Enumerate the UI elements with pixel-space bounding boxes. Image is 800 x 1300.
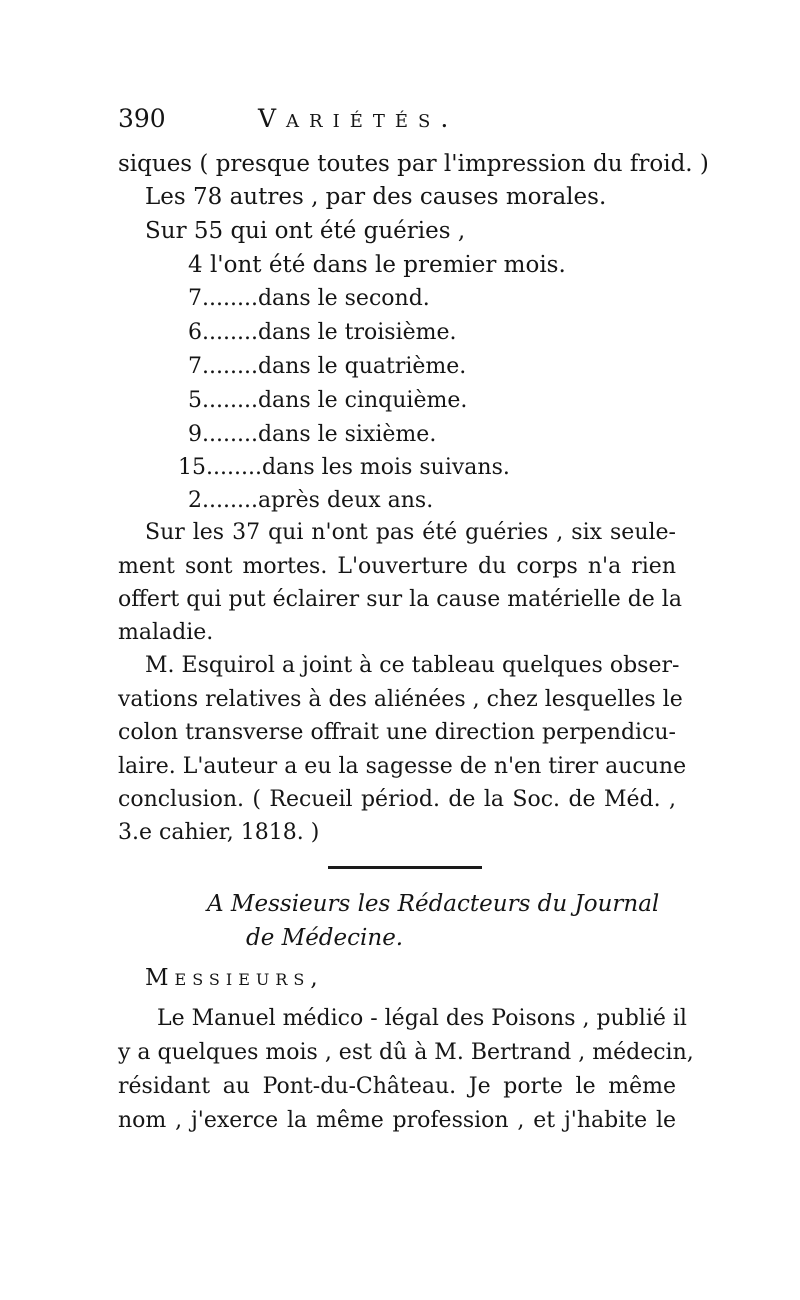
list-item: [188, 322, 457, 344]
running-head: Variétés.: [258, 104, 459, 133]
paragraph-line: nom , j'exerce la même profession , et j'habite le: [118, 1108, 676, 1133]
text-line: Les 78 autres , par des causes morales.: [145, 184, 607, 210]
list-item: [188, 424, 436, 446]
list-count: 9: [188, 422, 202, 447]
letter-heading: de Médecine.: [246, 925, 404, 951]
paragraph-line: ment sont mortes. L'ouverture du corps n'a rien: [118, 554, 676, 579]
list-text: ........dans le troisième.: [202, 320, 457, 345]
list-count: 2: [188, 488, 202, 513]
paragraph-line: vations relatives à des aliénées , chez lesquelles le: [118, 687, 683, 712]
paragraph-line: 3.e cahier, 1818. ): [118, 820, 320, 845]
list-count: 7: [188, 354, 202, 379]
list-item: [188, 356, 466, 378]
paragraph-line: résidant au Pont-du-Château. Je porte le même: [118, 1074, 676, 1099]
text-line: siques ( presque toutes par l'impression du froid. ): [118, 151, 709, 177]
paragraph-line: y a quelques mois , est dû à M. Bertrand , médecin,: [118, 1040, 694, 1065]
list-item: [188, 490, 433, 512]
section-divider: [328, 866, 482, 869]
salutation: Messieurs,: [145, 965, 324, 991]
list-text: ........dans le second.: [202, 286, 430, 311]
list-text: ........dans les mois suivans.: [206, 455, 510, 480]
page-number: 390: [118, 104, 166, 133]
list-count: 15: [178, 455, 206, 480]
page-header: [118, 104, 678, 140]
text-line: 4 l'ont été dans le premier mois.: [188, 252, 566, 278]
list-count: 5: [188, 388, 202, 413]
list-count: 6: [188, 320, 202, 345]
list-text: ........après deux ans.: [202, 488, 434, 513]
paragraph-line: Le Manuel médico - légal des Poisons , publié il: [157, 1006, 687, 1031]
paragraph-line: colon transverse offrait une direction perpendicu-: [118, 720, 676, 745]
text-line: Sur 55 qui ont été guéries ,: [145, 218, 466, 244]
list-text: ........dans le sixième.: [202, 422, 437, 447]
letter-heading: A Messieurs les Rédacteurs du Journal: [207, 891, 660, 917]
list-item: [188, 288, 430, 310]
paragraph-line: conclusion. ( Recueil périod. de la Soc. de Méd. ,: [118, 787, 676, 812]
paragraph-line: Sur les 37 qui n'ont pas été guéries , six seule-: [145, 520, 676, 545]
paragraph-line: laire. L'auteur a eu la sagesse de n'en tirer aucune: [118, 754, 687, 779]
list-text: ........dans le quatrième.: [202, 354, 467, 379]
paragraph-line: offert qui put éclairer sur la cause matérielle de la: [118, 587, 682, 612]
list-count: 7: [188, 286, 202, 311]
list-item: [188, 390, 467, 412]
list-item: [178, 457, 510, 479]
paragraph-line: M. Esquirol a joint à ce tableau quelques obser-: [145, 653, 680, 678]
list-text: ........dans le cinquième.: [202, 388, 468, 413]
paragraph-line: maladie.: [118, 620, 214, 645]
